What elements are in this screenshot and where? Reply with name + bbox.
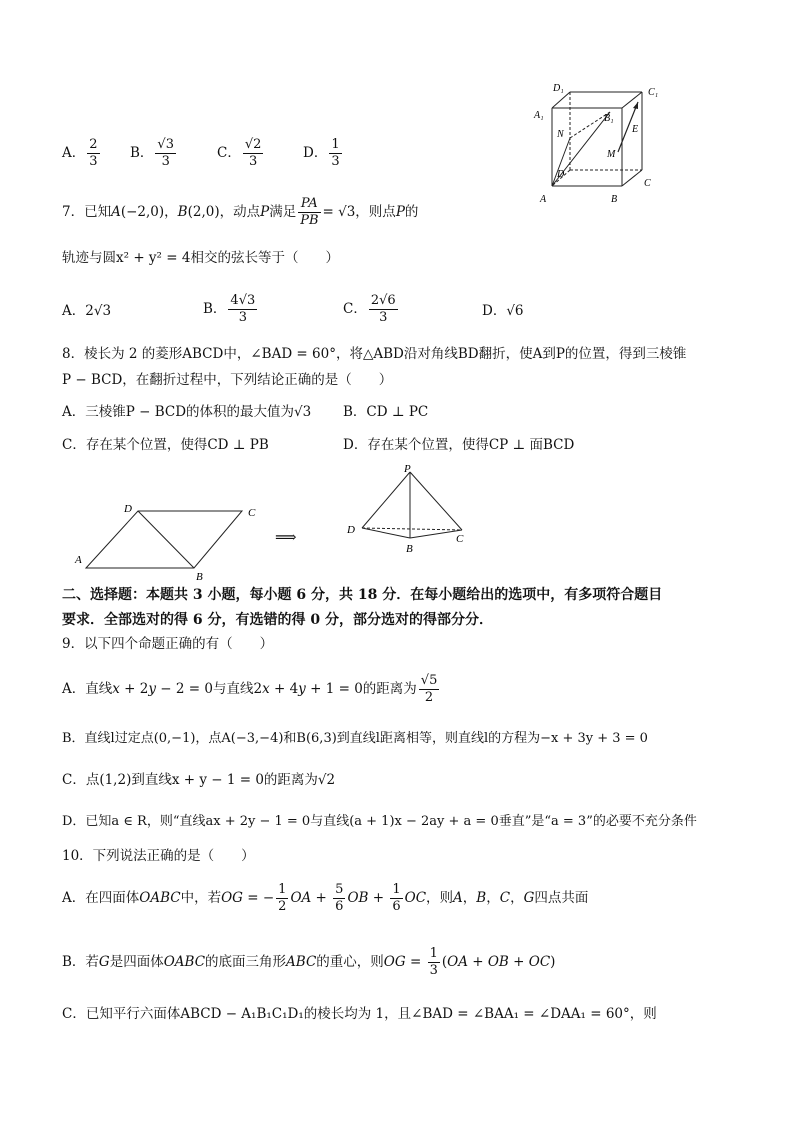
rhombus-label-d: D xyxy=(124,503,132,515)
q9-option-a: A．直线x + 2y − 2 = 0与直线2x + 4y + 1 = 0的距离为 $\frac{√5}{2}$ xyxy=(62,673,438,705)
section2-heading-line2: 要求．全部选对的得 6 分，有选错的得 0 分，部分选对的得部分分． xyxy=(62,612,493,628)
q9-option-b: B．直线l过定点(0,−1)，点A(−3,−4)和B(6,3)到直线l距离相等，则直线l的方程为−x + 3y + 3 = 0 xyxy=(62,731,648,746)
q7-stem-line1: 7．已知A(−2,0)，B(2,0)，动点P满足 $\frac{PA}{PB}$ = √3，则点P的 xyxy=(62,196,419,228)
q10-option-c: C．已知平行六面体ABCD − A₁B₁C₁D₁的棱长均为 1，且∠BAD = ∠BAA₁ = ∠DAA₁ = 60°，则 xyxy=(62,1006,657,1022)
cube-label-e: E xyxy=(632,124,639,135)
cube-label-b1: B₁ xyxy=(604,113,614,124)
q9-stem: 9．以下四个命题正确的有（ ） xyxy=(62,636,274,652)
cube-label-a1: A₁ xyxy=(534,110,544,121)
cube-label-n: N xyxy=(557,129,564,140)
q7-stem-line2: 轨迹与圆x² + y² = 4相交的弦长等于（ ） xyxy=(62,250,339,266)
pyramid-label-d: D xyxy=(347,524,355,536)
cube-label-d1: D₁ xyxy=(553,83,564,94)
pyramid-figure xyxy=(340,460,480,555)
q10-stem: 10．下列说法正确的是（ ） xyxy=(62,848,255,864)
q8-option-b: B．CD ⊥ PC xyxy=(343,404,429,420)
q6-option-b: B． $\frac{√3}{3}$ xyxy=(130,137,174,169)
section2-heading-line1: 二、选择题：本题共 3 小题，每小题 6 分，共 18 分．在每小题给出的选项中，有多项符合题目 xyxy=(62,587,663,603)
cube-label-a: A xyxy=(540,194,547,205)
q8-option-c: C．存在某个位置，使得CD ⊥ PB xyxy=(62,437,269,453)
q10-option-b: B．若G是四面体OABC的底面三角形ABC的重心，则OG = $\frac{1}{3}$ (OA + OB + OC) xyxy=(62,946,556,978)
q8-option-a: A．三棱锥P − BCD的体积的最大值为√3 xyxy=(62,404,312,420)
rhombus-figure xyxy=(70,500,270,585)
q8-option-d: D．存在某个位置，使得CP ⊥ 面BCD xyxy=(343,437,575,453)
q9-option-d: D．已知a ∈ R，则“直线ax + 2y − 1 = 0与直线(a + 1)x − 2ay + a = 0垂直”是“a = 3”的必要不充分条件 xyxy=(62,814,697,829)
pyramid-label-b: B xyxy=(406,543,413,555)
cube-label-c1: C₁ xyxy=(648,87,659,98)
rhombus-label-b: B xyxy=(196,571,203,583)
q7-option-a: A．2√3 xyxy=(62,303,112,319)
q10-option-a: A．在四面体OABC中，若OG = − $\frac{1}{2}$ OA + $\frac{5}{6}$ OB + $\frac{1}{6}$ OC，则A，B，C，G四点共面 xyxy=(62,882,589,914)
q8-stem-line1: 8．棱长为 2 的菱形ABCD中，∠BAD = 60°，将△ABD沿对角线BD翻折，使A到P的位置，得到三棱锥 xyxy=(62,346,687,362)
cube-figure xyxy=(530,78,670,208)
q6-option-a: A． $\frac{2}{3}$ xyxy=(62,137,98,169)
cube-label-d: D xyxy=(557,169,565,180)
pyramid-label-c: C xyxy=(456,533,464,545)
fold-arrow: ⟹ xyxy=(275,528,297,546)
pyramid-label-p: P xyxy=(404,463,411,475)
q6-option-c: C． $\frac{√2}{3}$ xyxy=(217,137,262,169)
q7-option-d: D．√6 xyxy=(482,303,524,319)
q8-stem-line2: P − BCD，在翻折过程中，下列结论正确的是（ ） xyxy=(62,372,393,388)
rhombus-label-c: C xyxy=(248,507,256,519)
rhombus-label-a: A xyxy=(75,554,82,566)
q6-option-d: D． $\frac{1}{3}$ xyxy=(303,137,340,169)
q7-option-c: C． $\frac{2√6}{3}$ xyxy=(343,293,396,325)
cube-label-c: C xyxy=(644,178,651,189)
q9-option-c: C．点(1,2)到直线x + y − 1 = 0的距离为√2 xyxy=(62,772,336,788)
cube-label-b: B xyxy=(611,194,618,205)
cube-label-m: M xyxy=(607,149,616,160)
q7-option-b: B． $\frac{4√3}{3}$ xyxy=(203,293,256,325)
